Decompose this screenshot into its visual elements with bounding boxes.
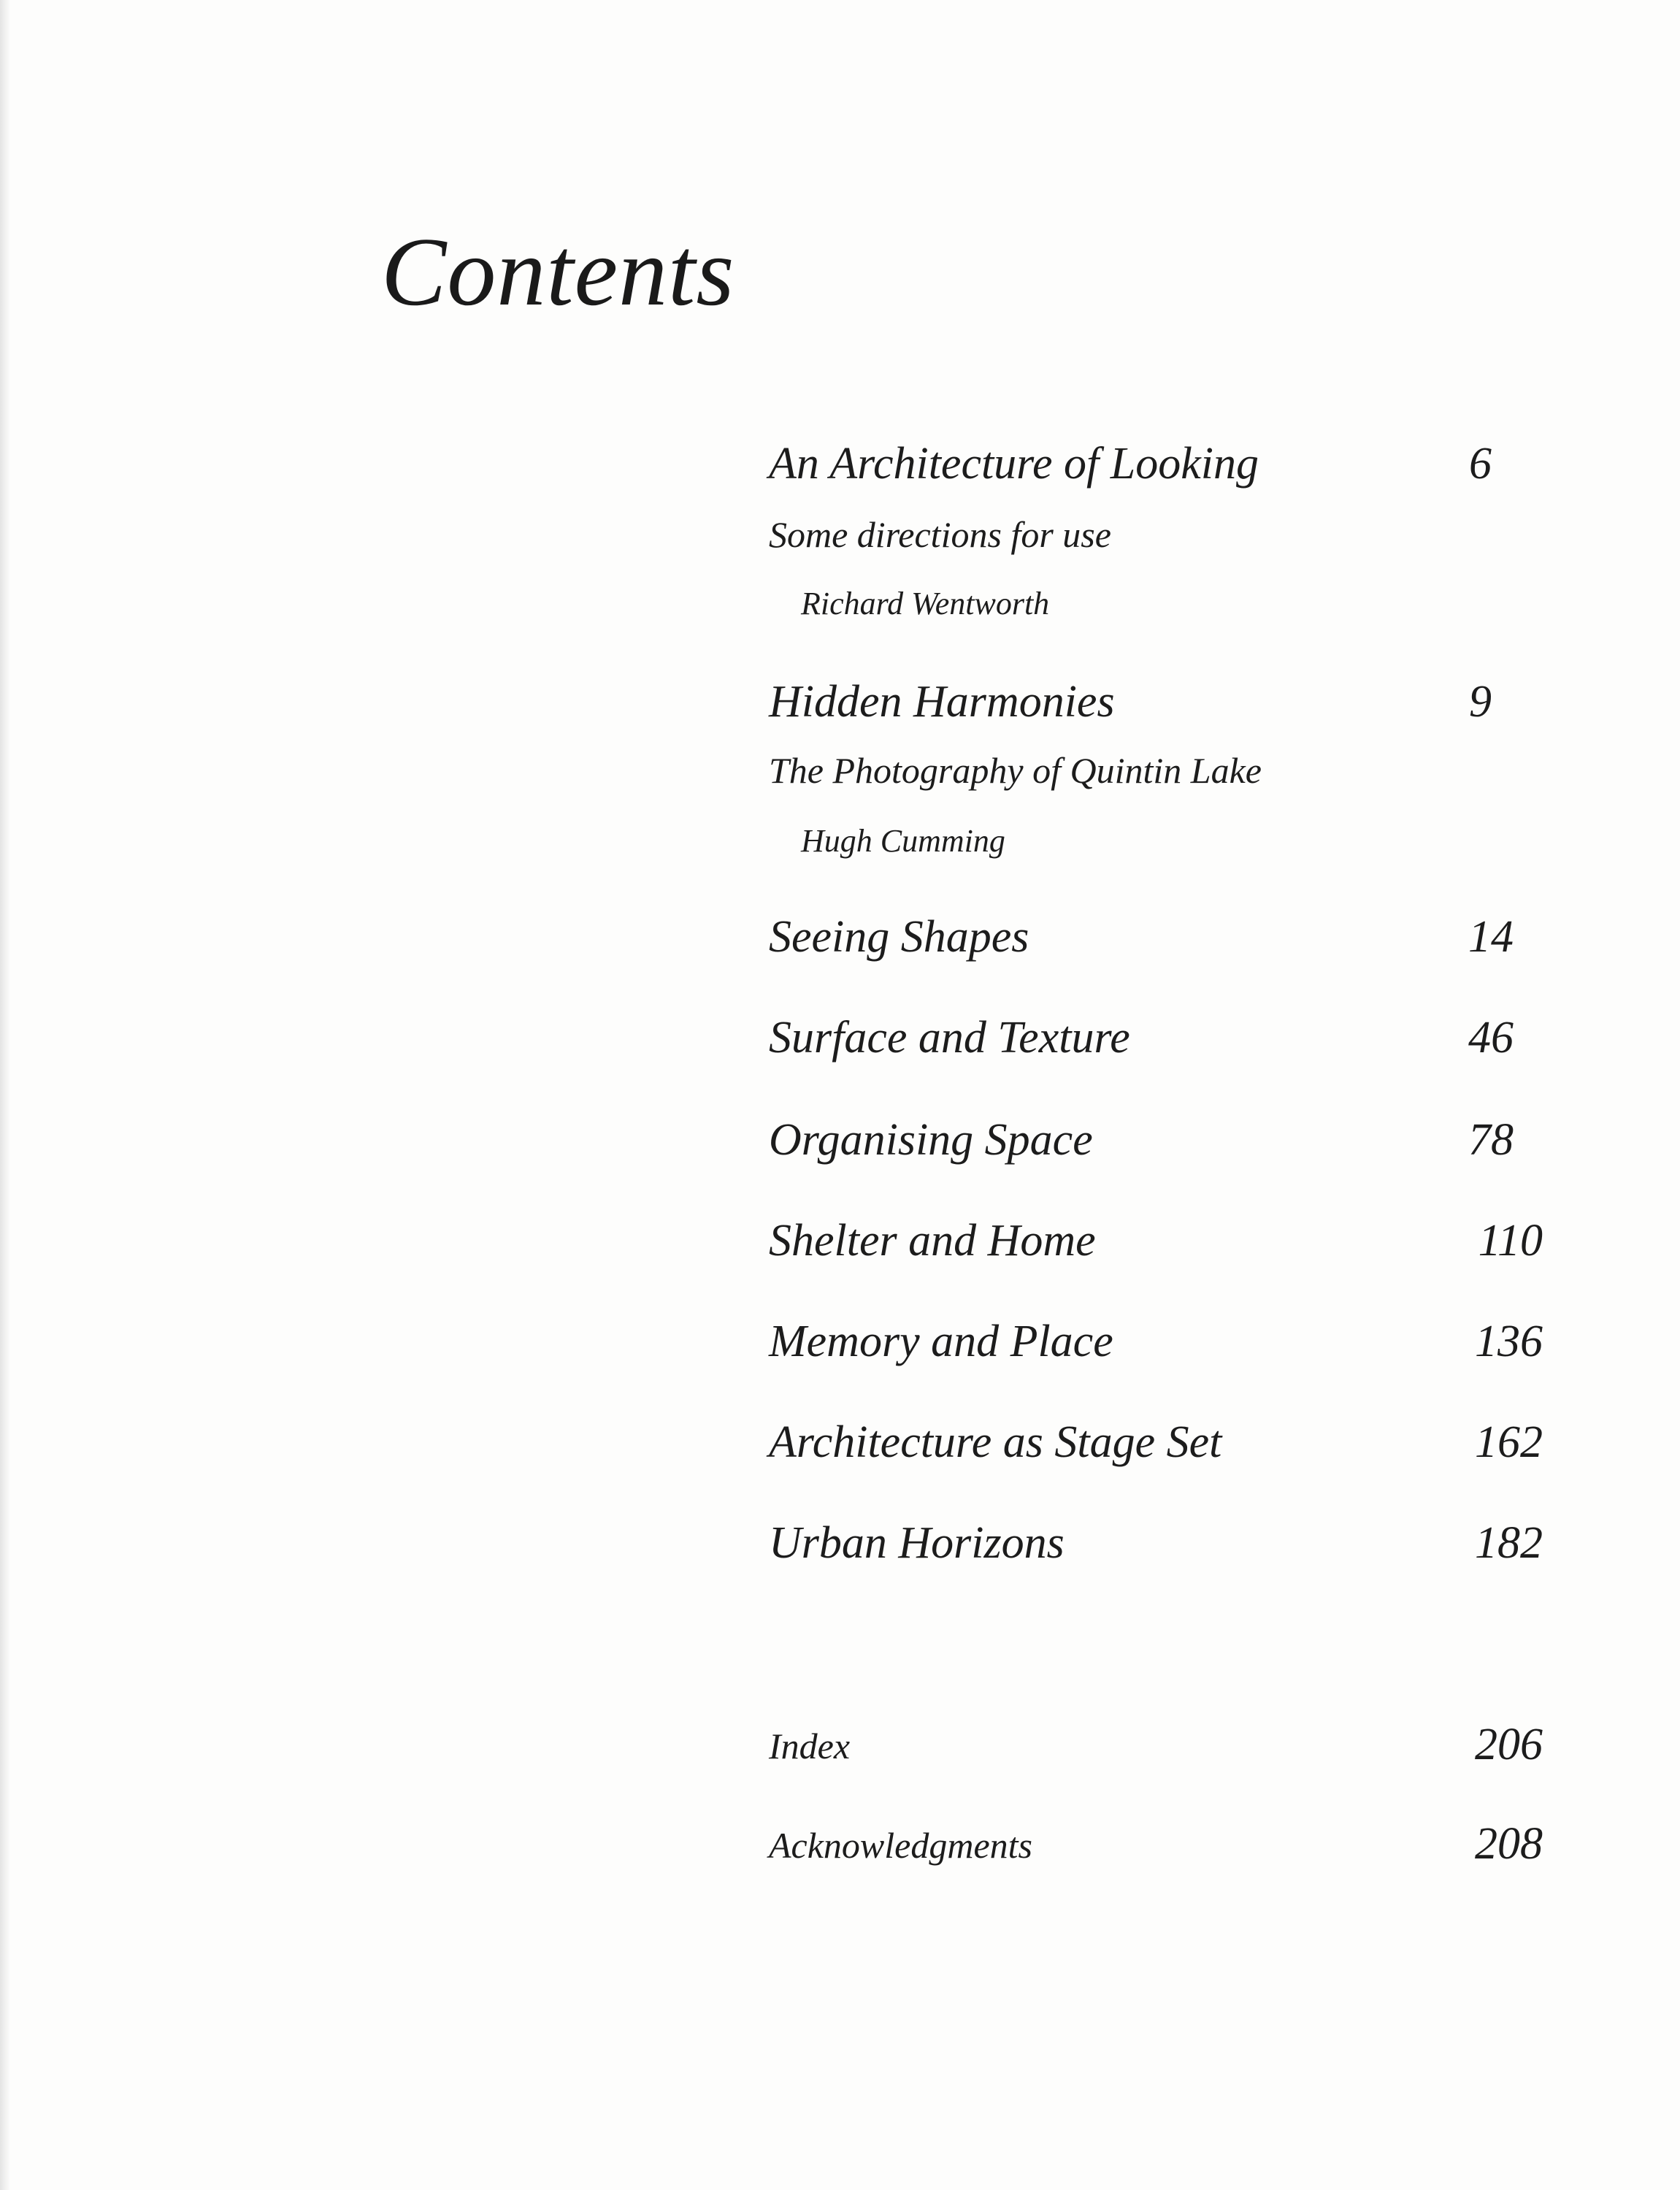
toc-back-matter-page: 206 xyxy=(1475,1720,1543,1769)
toc-entry-page: 162 xyxy=(1475,1417,1543,1467)
toc-entry-title: Organising Space xyxy=(769,1115,1093,1165)
toc-entry-title: Seeing Shapes xyxy=(769,912,1029,962)
toc-entry-author: Hugh Cumming xyxy=(801,823,1005,859)
toc-back-matter-title: Index xyxy=(769,1726,851,1766)
toc-entry-title: Architecture as Stage Set xyxy=(769,1417,1222,1467)
toc-entry-title: Hidden Harmonies xyxy=(769,677,1115,727)
toc-entry-title: Shelter and Home xyxy=(769,1216,1096,1266)
toc-entry-title: Memory and Place xyxy=(769,1317,1113,1366)
toc-entry-subtitle: Some directions for use xyxy=(769,514,1111,555)
toc-entry-page: 182 xyxy=(1475,1518,1543,1568)
table-of-contents xyxy=(769,0,1543,2190)
toc-entry-subtitle: The Photography of Quintin Lake xyxy=(769,750,1262,791)
toc-back-matter-page: 208 xyxy=(1475,1819,1543,1869)
toc-entry-page: 6 xyxy=(1469,439,1492,489)
toc-entry-author: Richard Wentworth xyxy=(801,586,1050,621)
toc-entry-title: Urban Horizons xyxy=(769,1518,1065,1568)
toc-entry-page: 78 xyxy=(1468,1115,1514,1165)
page-title: Contents xyxy=(381,217,735,326)
page-edge-shadow xyxy=(0,0,10,2190)
toc-entry-title: Surface and Texture xyxy=(769,1013,1130,1063)
toc-entry-page: 46 xyxy=(1468,1013,1514,1063)
toc-entry-page: 136 xyxy=(1475,1317,1543,1366)
toc-back-matter-title: Acknowledgments xyxy=(769,1825,1033,1866)
toc-entry-page: 14 xyxy=(1468,912,1514,962)
toc-entry-title: An Architecture of Looking xyxy=(769,439,1259,489)
toc-entry-page: 110 xyxy=(1478,1216,1543,1266)
toc-entry-page: 9 xyxy=(1469,677,1492,727)
